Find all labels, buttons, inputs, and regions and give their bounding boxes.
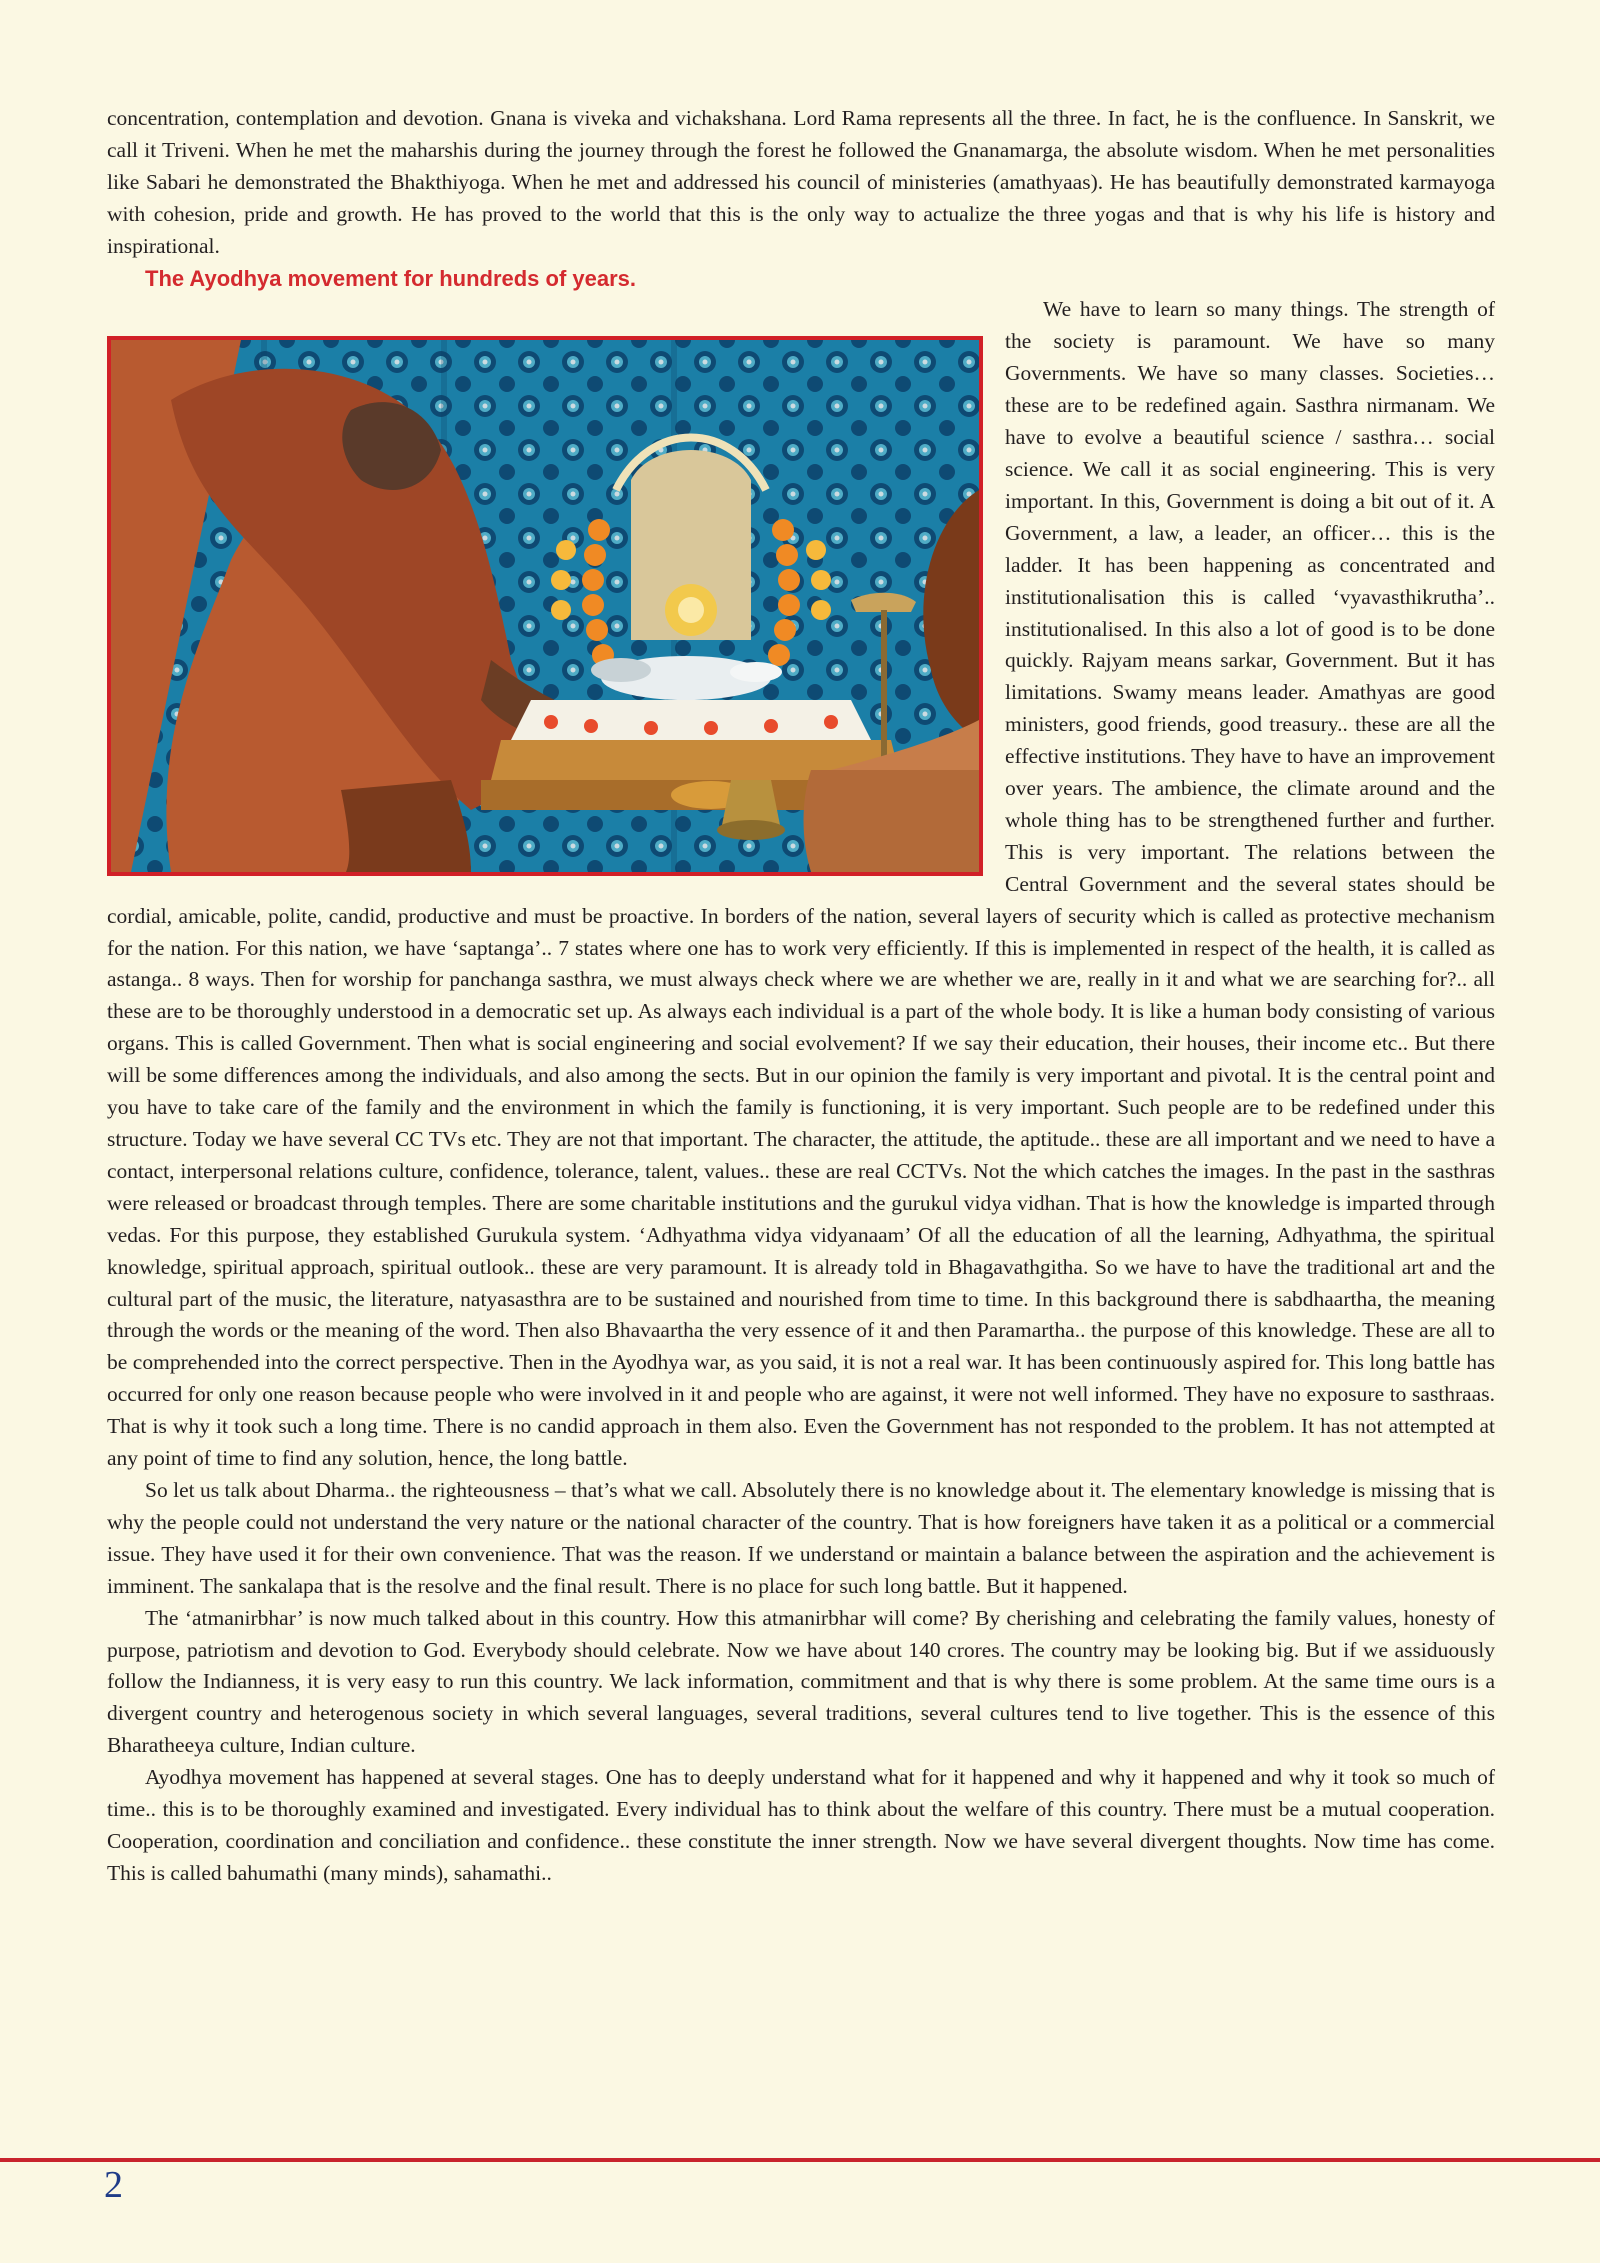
article-body	[107, 103, 1495, 1890]
footer-rule	[0, 2158, 1600, 2162]
paragraph-ayodhya-movement: Ayodhya movement has happened at several stages. One has to deeply understand what for it happened and why it happened and why it took so much of time.. this is to be thoroughly examined and investigated. Every individual has to think about the welfare of this country. There must be a mutual cooperation. Cooperation, coordination and conciliation and confidence.. these constitute the inner strength. Now we have several divergent thoughts. Now time has come. This is called bahumathi (many minds), sahamathi..	[107, 1765, 1495, 1885]
photo-priest-performing-puja	[107, 336, 983, 876]
section-heading: The Ayodhya movement for hundreds of years.	[145, 265, 637, 291]
paragraph-atmanirbhar: The ‘atmanirbhar’ is now much talked about in this country. How this atmanirbhar will come? By cherishing and celebrating the family values, honesty of purpose, patriotism and devotion to God. Everybody should celebrate. Now we have about 140 crores. The country may be looking big. But if we assiduously follow the Indianness, it is very easy to run this country. We lack information, commitment and that is why there is some problem. At the same time ours is a divergent country and heterogenous society in which several languages, several traditions, several cultures tend to live together. This is the essence of this Bharatheeya culture, Indian culture.	[107, 1605, 1495, 1758]
page-number: 2	[104, 2164, 123, 2206]
paragraph-dharma: So let us talk about Dharma.. the righteousness – that’s what we call. Absolutely there is no knowledge about it. The elementary knowledge is missing that is why the people could not understand the very nature or the national character of the country. That is how foreigners have taken it as a political or a commercial issue. They have used it for their own convenience. That was the reason. If we understand or maintain a balance between the aspiration and the achievement is imminent. The sankalapa that is the resolve and the final result. There is no place for such long battle. But it happened.	[107, 1477, 1495, 1598]
paragraph-society: We have to learn so many things. The strength of the society is paramount. We have so many Governments. We have so many classes. Societies… these are to be redefined again. Sasthra nirmanam. We have to evolve a beautiful science / sasthra… social science. We call it as social engineering. This is very important. In this, Government is doing a bit out of it. A Government, a law, a leader, an officer… this is the ladder. It has been happening as concentrated and institutionalisation this is called ‘vyavasthikrutha’.. institutionalised. In this also a lot of good is to be done quickly. Rajyam means sarkar, Government. But it has limitations. Swamy means leader. Amathyas are good ministers, good friends, good treasury.. these are all the effective institutions. They have to have an improvement over years. The ambience, the climate around and the whole thing has to be strengthened further and further. This is very important. The relations between the Central Government and the several states should be cordial, amicable, polite, candid, productive and must be proactive. In borders of the nation, several layers of security which is called as protective mechanism for the nation. For this nation, we have ‘saptanga’.. 7 states where one has to work very efficiently. If this is implemented in respect of the health, it is called as astanga.. 8 ways. Then for worship for panchanga sasthra, we must always check where we are whether we are, really in it and what we are searching for?.. all these are to be thoroughly understood in a democratic set up. As always each individual is a part of the whole body. It is like a human body consisting of various organs. This is called Government. Then what is social engineering and social evolvement? If we say their education, their houses, their income etc.. But there will be some differences among the individuals, and also among the sects. But in our opinion the family is very important and pivotal. It is the central point and you have to take care of the family and the environment in which the family is functioning, it is very important. Such people are to be redefined under this structure. Today we have several CC TVs etc. They are not that important. The character, the attitude, the aptitude.. these are all important and we need to have a contact, interpersonal relations culture, confidence, tolerance, talent, values.. these are real CCTVs. Not the which catches the images. In the past in the sasthras were released or broadcast through temples. There are some charitable institutions and the gurukul vidya vidhan. That is how the knowledge is imparted through vedas. For this purpose, they established Gurukula system. ‘Adhyathma vidya vidyanaam’ Of all the education of all the learning, Adhyathma, the spiritual knowledge, spiritual approach, spiritual outlook.. these are very paramount. It is already told in Bhagavathgitha. So we have to have the traditional art and the cultural part of the music, the literature, natyasasthra are to be sustained and nourished from time to time. In this background there is sabdhaartha, the meaning through the words or the meaning of the word. Then also Bhavaartha the very essence of it and then Paramartha.. the purpose of this knowledge. These are all to be comprehended into the correct perspective. Then in the Ayodhya war, as you said, it is not a real war. It has been continuously aspired for. This long battle has occurred for only one reason because people who were involved in it and people who are against, it were not well informed. They have no exposure to sasthraas. That is why it took such a long time. There is no candid approach in them also. Even the Government has not responded to the problem. It has not attempted at any point of time to find any solution, hence, the long battle.	[107, 297, 1495, 1471]
paragraph-intro: concentration, contemplation and devotion. Gnana is viveka and vichakshana. Lord Rama represents all the three. In fact, he is the confluence. In Sanskrit, we call it Triveni. When he met the maharshis during the journey through the forest he followed the Gnanamarga, the absolute wisdom. When he met personalities like Sabari he demonstrated the Bhakthiyoga. When he met and addressed his council of ministeries (amathyaas). He has beautifully demonstrated karmayoga with cohesion, pride and growth. He has proved to the world that this is the only way to actualize the three yogas and that is why his life is history and inspirational.	[107, 106, 1495, 258]
